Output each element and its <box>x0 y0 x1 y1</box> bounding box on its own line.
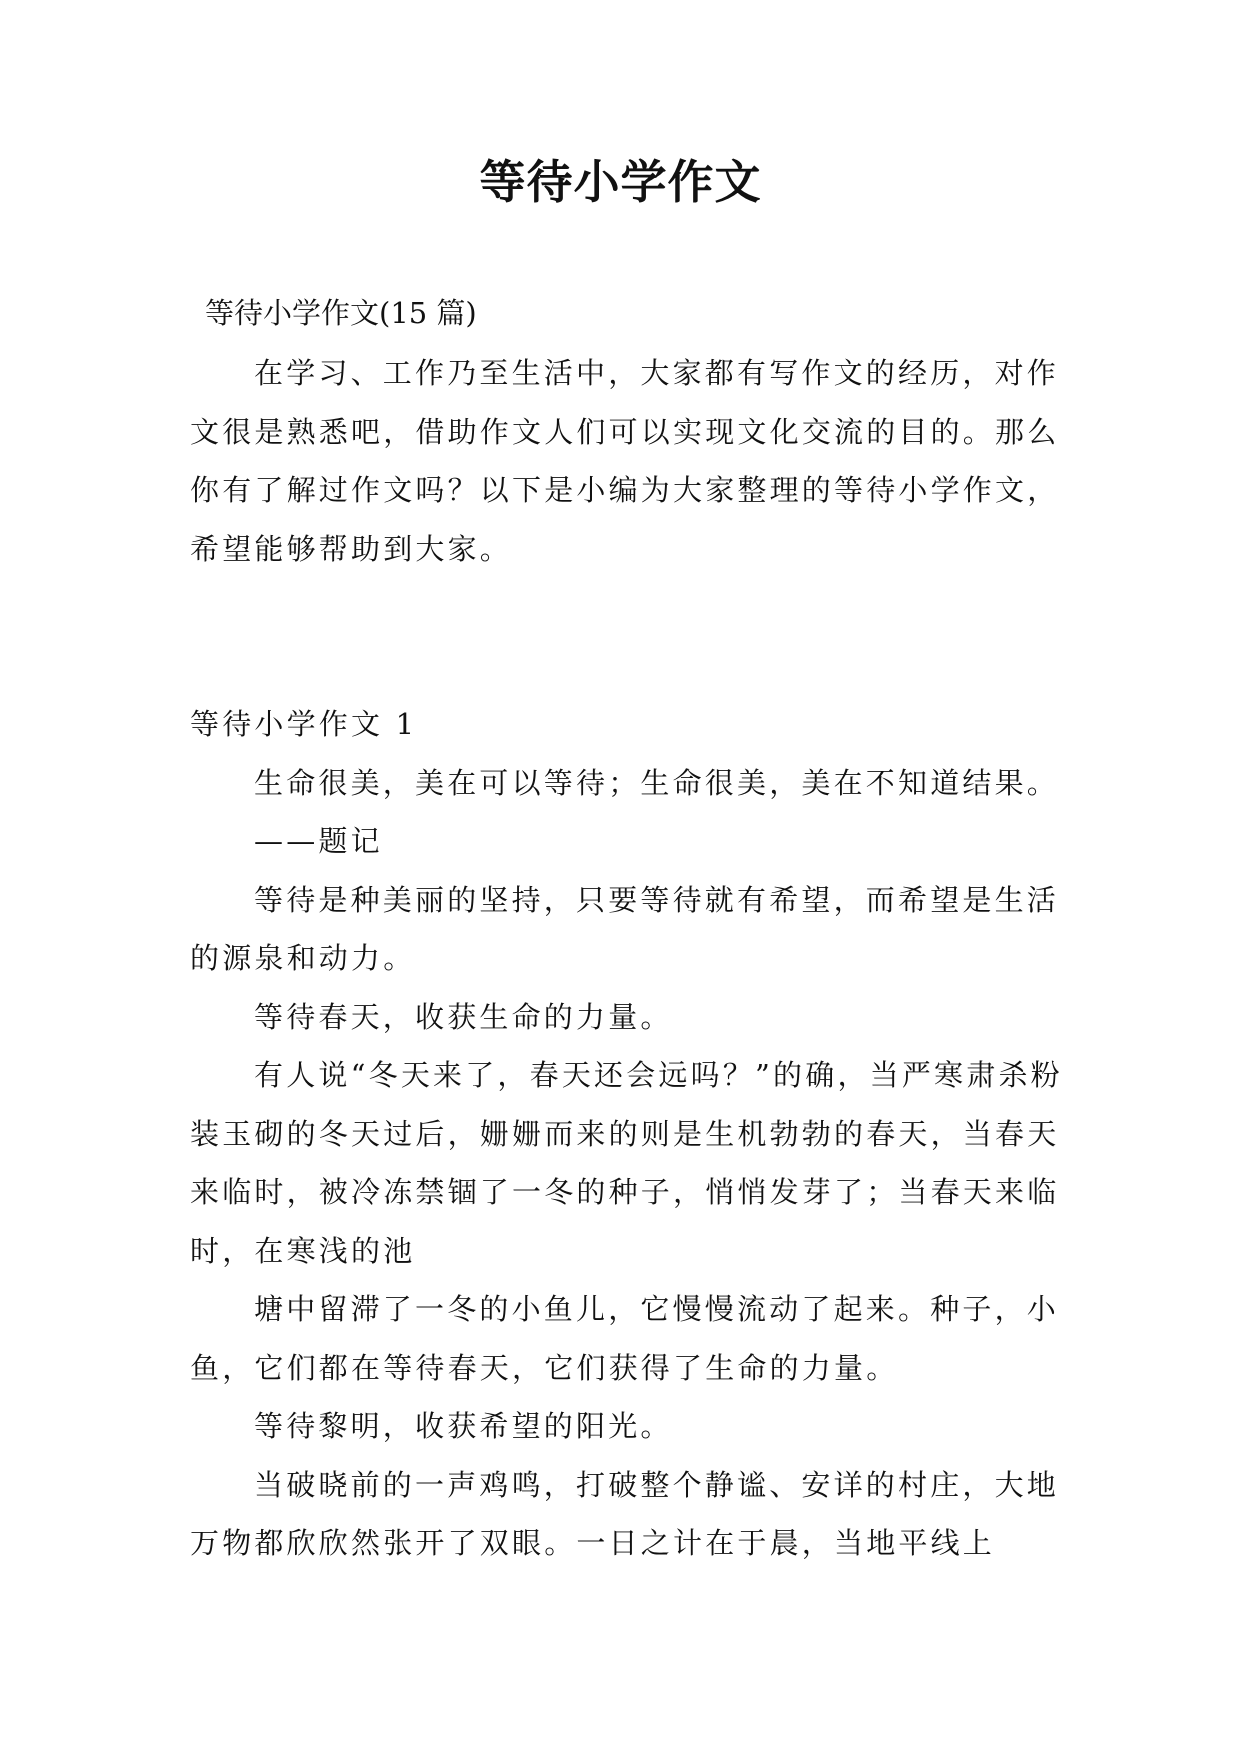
article-section <box>190 695 1070 1573</box>
article-paragraph: 等待春天，收获生命的力量。 <box>254 999 673 1034</box>
article-paragraph: 有人说“冬天来了，春天还会远吗？”的确，当严寒肃杀粉装玉砌的冬天过后，姗姗而来的则是生机勃勃的春天，当春天来临时，被冷冻禁锢了一冬的种子，悄悄发芽了；当春天来临时，在寒浅的池 <box>190 1058 1063 1268</box>
article-paragraph: 塘中留滞了一冬的小鱼儿，它慢慢流动了起来。种子，小鱼，它们都在等待春天，它们获得了生命的力量。 <box>190 1292 1060 1385</box>
article-paragraph: 等待是种美丽的坚持，只要等待就有希望，而希望是生活的源泉和动力。 <box>190 882 1060 975</box>
document-subtitle: 等待小学作文(15 篇) <box>205 296 477 330</box>
document-title: 等待小学作文 <box>479 155 762 209</box>
intro-paragraph: 在学习、工作乃至生活中，大家都有写作文的经历，对作文很是熟悉吧，借助作文人们可以实现文化交流的目的。那么你有了解过作文吗？以下是小编为大家整理的等待小学作文，希望能够帮助到大家。 <box>190 356 1060 566</box>
article-paragraph: 当破晓前的一声鸡鸣，打破整个静谧、安详的村庄，大地万物都欣欣然张开了双眼。一日之计在于晨，当地平线上 <box>190 1467 1060 1560</box>
article-paragraph: 生命很美，美在可以等待；生命很美，美在不知道结果。 <box>254 765 1060 800</box>
article-paragraph: 等待黎明，收获希望的阳光。 <box>254 1409 673 1443</box>
section-heading: 等待小学作文 1 <box>190 707 418 741</box>
intro-section <box>190 344 1070 578</box>
article-paragraph: ——题记 <box>254 824 383 858</box>
